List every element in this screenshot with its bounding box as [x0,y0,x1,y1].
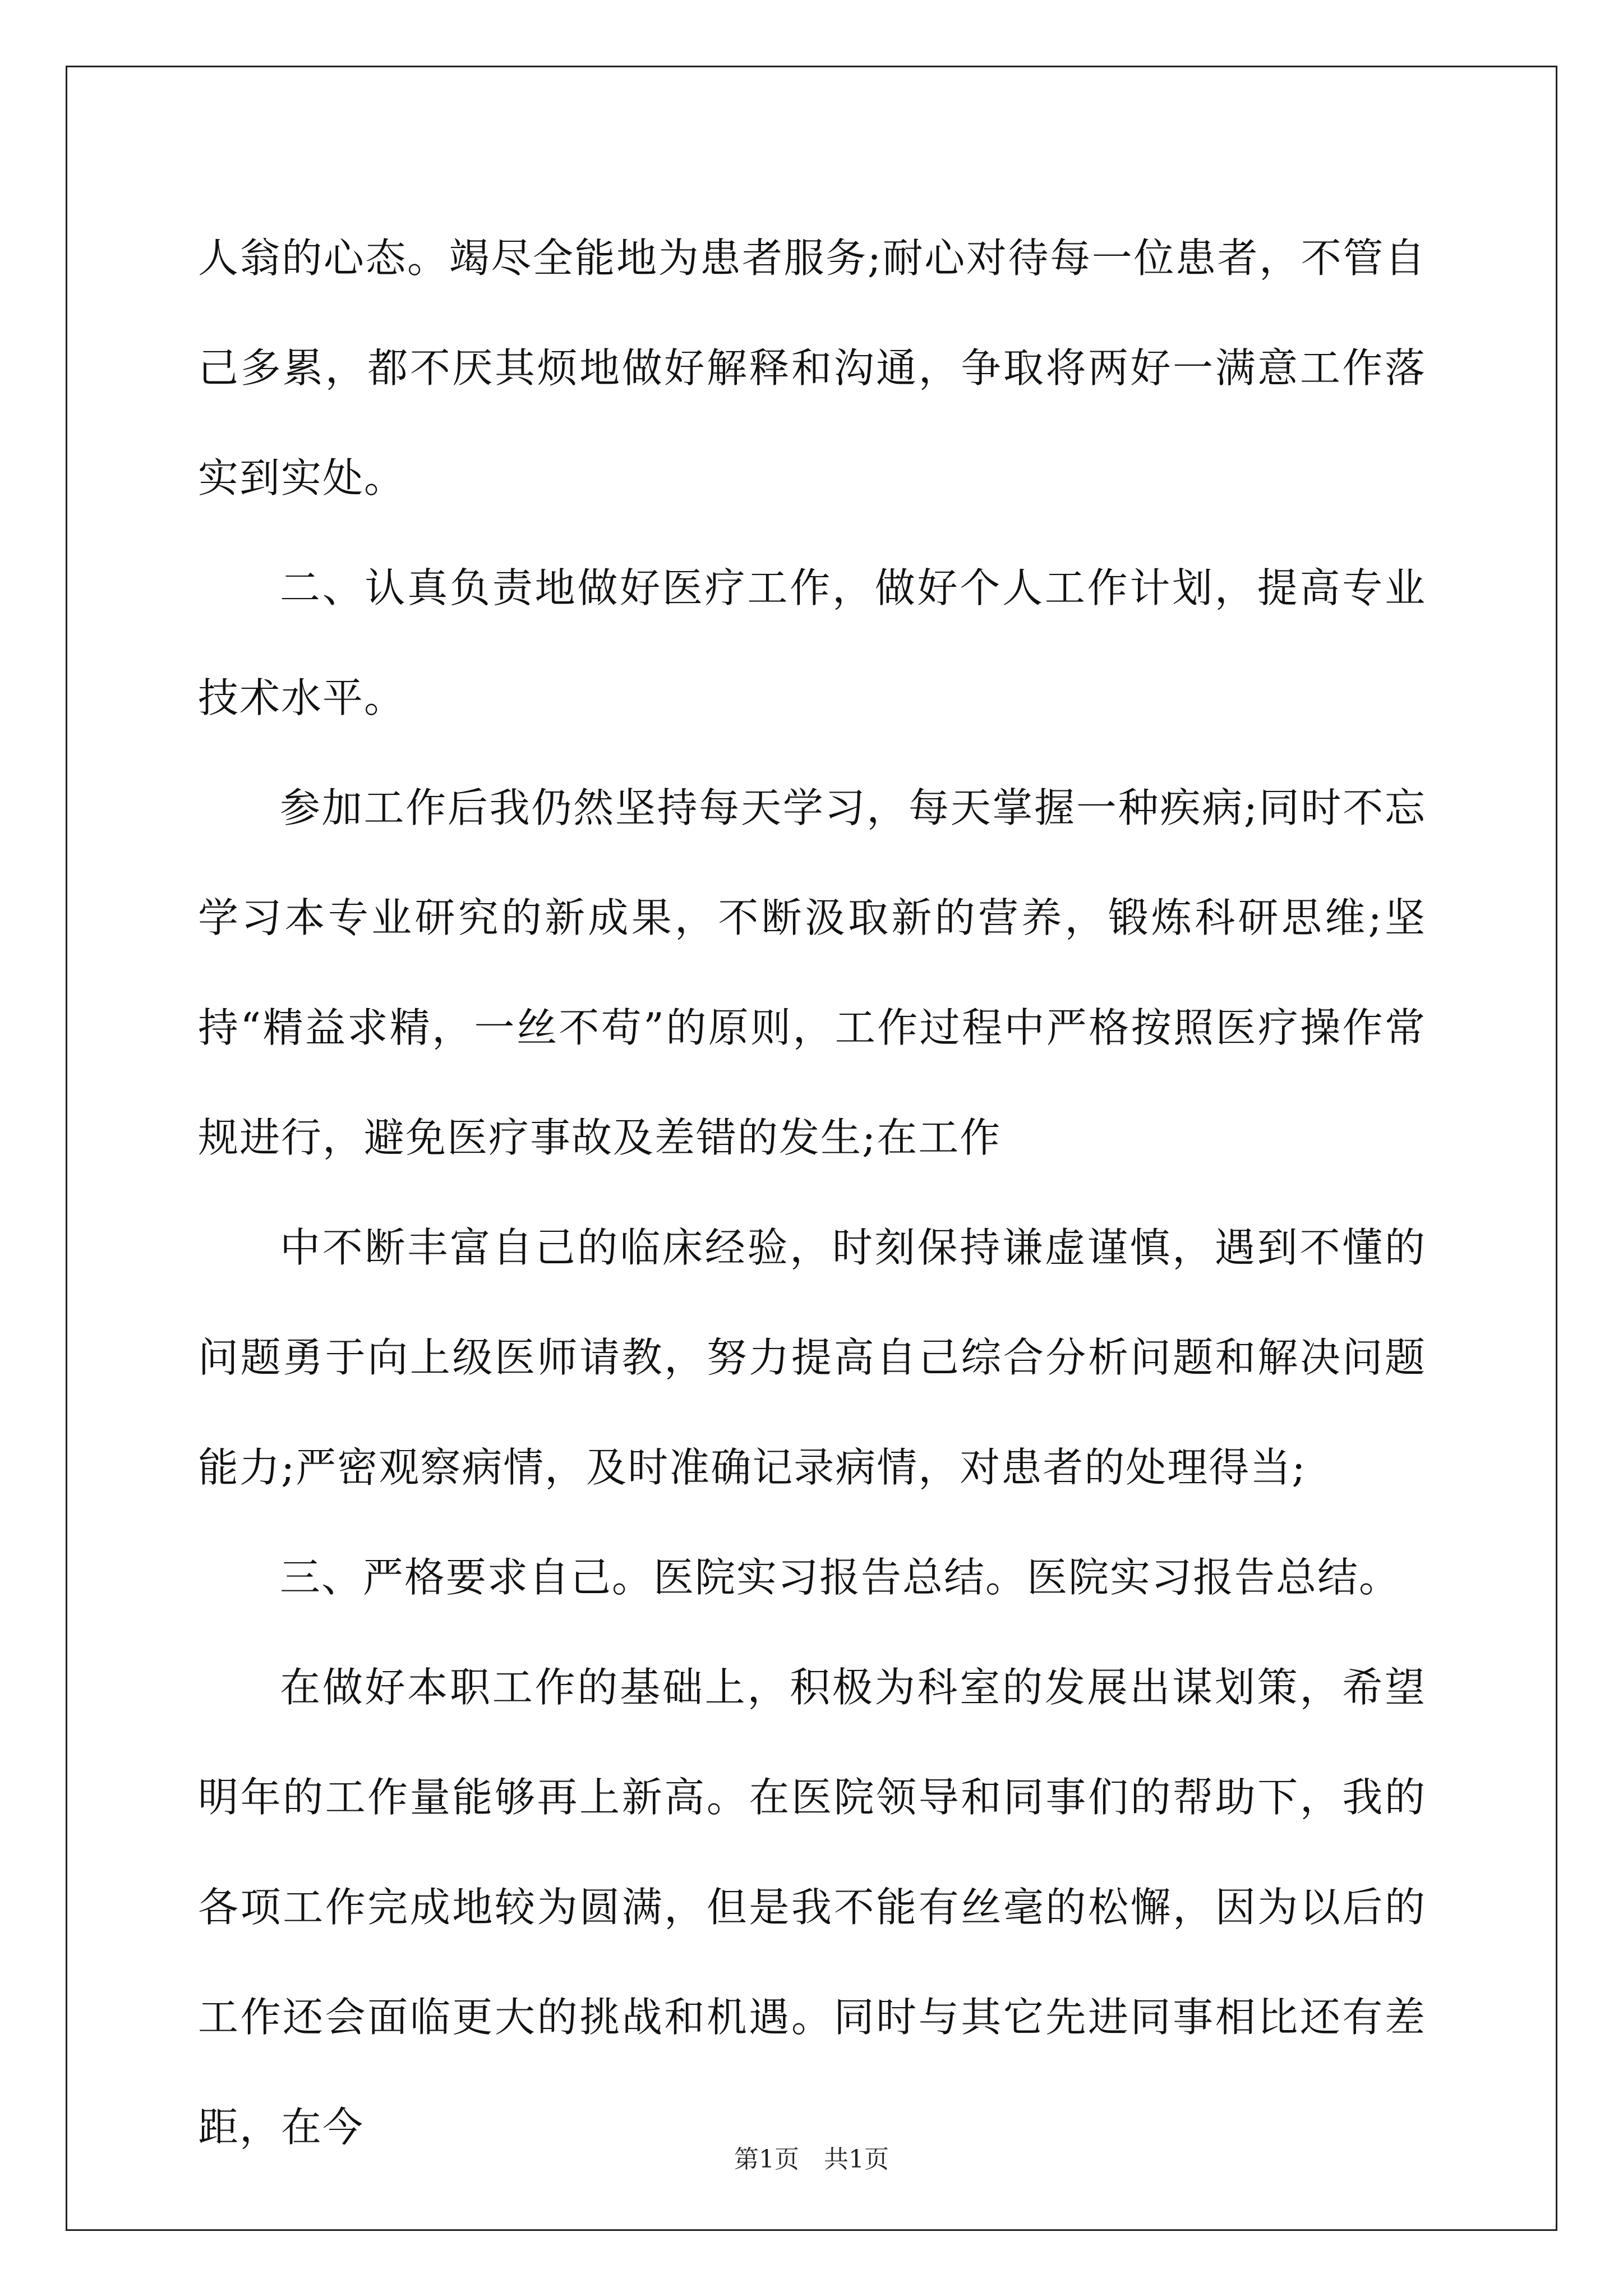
paragraph-1: 人翁的心态。竭尽全能地为患者服务;耐心对待每一位患者，不管自己多累，都不厌其烦地做好解释和沟通，争取将两好一满意工作落实到实处。 [198,234,1426,501]
paragraph-4: 中不断丰富自己的临床经验，时刻保持谦虚谨慎，遇到不懂的问题勇于向上级医师请教，努力提高自己综合分析问题和解决问题能力;严密观察病情，及时准确记录病情，对患者的处理得当; [198,1224,1426,1491]
paragraph-6: 在做好本职工作的基础上，积极为科室的发展出谋划策，希望明年的工作量能够再上新高。在医院领导和同事们的帮助下，我的各项工作完成地较为圆满，但是我不能有丝毫的松懈，因为以后的工作还会面临更大的挑战和机遇。同时与其它先进同事相比还有差距，在今 [198,1664,1426,2151]
paragraph-3: 参加工作后我仍然坚持每天学习，每天掌握一种疾病;同时不忘学习本专业研究的新成果，不断汲取新的营养，锻炼科研思维;坚持“精益求精，一丝不苟”的原则，工作过程中严格按照医疗操作常规进行，避免医疗事故及差错的发生;在工作 [198,784,1426,1161]
paragraph-5-heading: 三、严格要求自己。医院实习报告总结。医院实习报告总结。 [280,1554,1401,1601]
paragraph-2-heading: 二、认真负责地做好医疗工作，做好个人工作计划，提高专业技术水平。 [198,564,1426,721]
page-number-footer: 第1页 共1页 [734,2145,889,2174]
document-body [198,203,1426,2182]
